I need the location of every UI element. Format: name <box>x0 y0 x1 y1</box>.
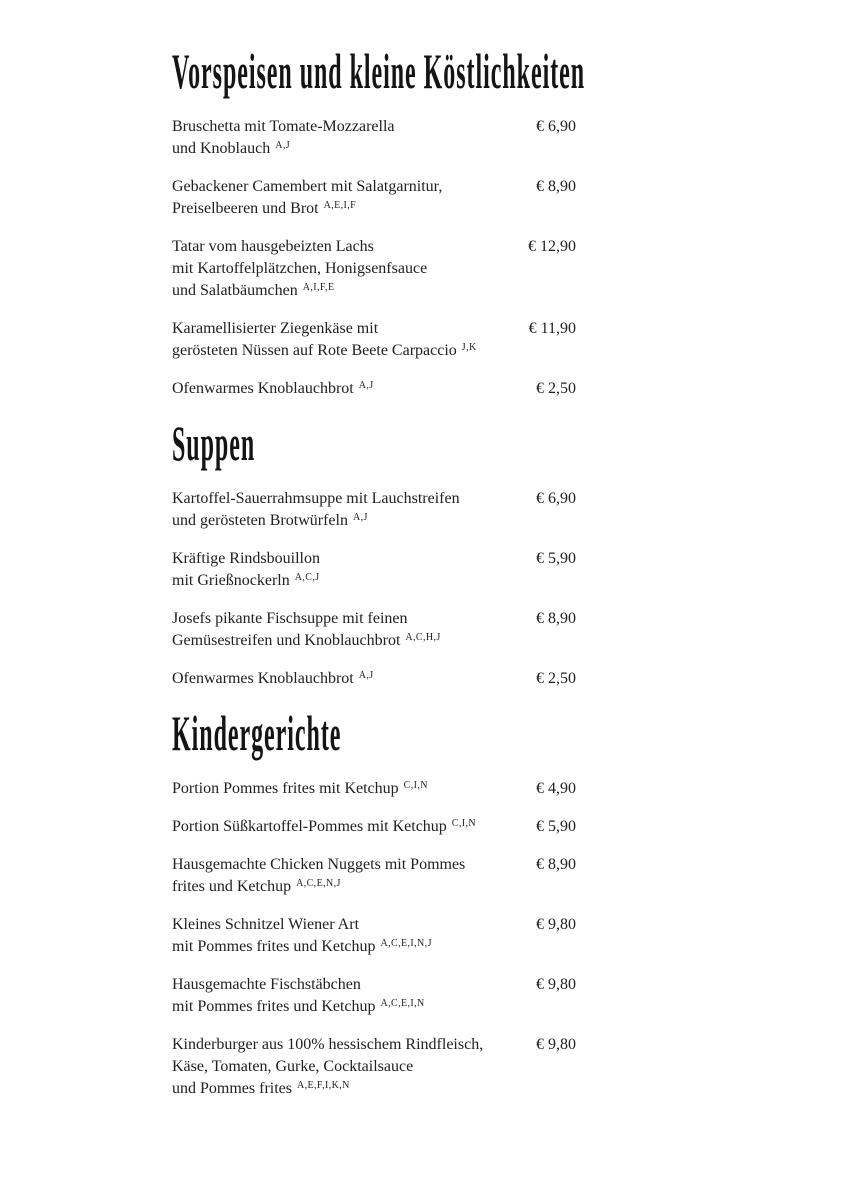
item-line <box>172 630 441 652</box>
allergen-codes: J,K <box>461 342 477 353</box>
item-line-text: Kartoffel-Sauerrahmsuppe mit Lauchstreifen <box>172 490 460 507</box>
item-price: € 8,90 <box>536 610 576 627</box>
section-items <box>172 488 576 690</box>
item-line-text: Portion Pommes frites mit Ketchup <box>172 780 399 797</box>
menu-item <box>172 1034 576 1100</box>
item-line-text: und Salatbäumchen <box>172 282 298 299</box>
item-line-text: Gemüsestreifen und Knoblauchbrot <box>172 632 401 649</box>
item-line-text: und Pommes frites <box>172 1080 292 1097</box>
item-description <box>172 974 425 1018</box>
item-line <box>172 914 432 936</box>
item-line-text: gerösteten Nüssen auf Rote Beete Carpaccio <box>172 342 457 359</box>
item-line-text: Ofenwarmes Knoblauchbrot <box>172 670 354 687</box>
item-line-text: Hausgemachte Fischstäbchen <box>172 976 361 993</box>
menu-item <box>172 548 576 592</box>
section-items <box>172 778 576 1100</box>
menu-item <box>172 318 576 362</box>
allergen-codes: C,I,N <box>403 780 428 791</box>
menu-item <box>172 816 576 838</box>
allergen-codes: A,E,I,F <box>323 200 357 211</box>
item-description <box>172 378 374 400</box>
allergen-codes: A,C,E,I,N <box>380 998 425 1009</box>
item-price: € 8,90 <box>536 178 576 195</box>
item-line-text: Bruschetta mit Tomate-Mozzarella <box>172 118 395 135</box>
item-line-text: Kräftige Rindsbouillon <box>172 550 320 567</box>
menu-item <box>172 974 576 1018</box>
allergen-codes: A,J <box>358 670 374 681</box>
item-price: € 11,90 <box>528 320 576 337</box>
allergen-codes: C,I,N <box>451 818 477 829</box>
item-description <box>172 668 374 690</box>
item-line <box>172 116 395 138</box>
item-description <box>172 236 427 302</box>
item-line <box>172 258 427 280</box>
item-line-text: Kleines Schnitzel Wiener Art <box>172 916 360 933</box>
allergen-codes: A,C,J <box>294 572 320 583</box>
allergen-codes: A,E,F,I,K,N <box>297 1080 350 1091</box>
item-price: € 2,50 <box>536 670 576 687</box>
item-price: € 2,50 <box>536 380 576 397</box>
item-price: € 9,80 <box>536 916 576 933</box>
item-price: € 12,90 <box>528 238 576 255</box>
item-description <box>172 1034 483 1100</box>
menu-section <box>172 43 586 400</box>
item-description <box>172 816 476 838</box>
item-line <box>172 876 465 898</box>
item-line-text: und gerösteten Brotwürfeln <box>172 512 348 529</box>
item-line-text: mit Grießnockerln <box>172 572 290 589</box>
item-line <box>172 138 395 160</box>
item-line-text: Kinderburger aus 100% hessischem Rindfleisch, <box>172 1036 484 1053</box>
item-line <box>172 198 442 220</box>
item-line <box>172 936 432 958</box>
item-line-text: Portion Süßkartoffel-Pommes mit Ketchup <box>172 818 447 835</box>
item-description <box>172 778 428 800</box>
item-line <box>172 318 477 340</box>
item-description <box>172 914 432 958</box>
menu-item <box>172 116 576 160</box>
item-price: € 9,80 <box>536 1036 576 1053</box>
allergen-codes: A,I,F,E <box>302 282 335 293</box>
item-line-text: frites und Ketchup <box>172 878 292 895</box>
item-line <box>172 1078 483 1100</box>
item-line <box>172 854 465 876</box>
item-line <box>172 816 476 838</box>
item-price: € 8,90 <box>536 856 576 873</box>
item-price: € 5,90 <box>536 818 576 835</box>
allergen-codes: A,C,E,I,N,J <box>380 938 432 949</box>
item-line-text: Josefs pikante Fischsuppe mit feinen <box>172 610 408 627</box>
item-line <box>172 176 442 198</box>
menu-item <box>172 914 576 958</box>
menu-item <box>172 378 576 400</box>
item-price: € 5,90 <box>536 550 576 567</box>
item-line-text: mit Pommes frites und Ketchup <box>172 998 376 1015</box>
menu-section <box>172 705 576 1100</box>
section-items <box>172 116 576 400</box>
item-description <box>172 176 442 220</box>
menu-section <box>172 415 576 690</box>
menu-item <box>172 854 576 898</box>
item-line <box>172 668 374 690</box>
item-price: € 6,90 <box>536 118 576 135</box>
menu-item <box>172 488 576 532</box>
item-line-text: und Knoblauch <box>172 140 271 157</box>
item-line <box>172 974 425 996</box>
item-description <box>172 488 460 532</box>
menu-item <box>172 668 576 690</box>
item-line <box>172 996 425 1018</box>
item-line <box>172 1034 483 1056</box>
menu-item <box>172 176 576 220</box>
item-line <box>172 1056 483 1078</box>
item-price: € 6,90 <box>536 490 576 507</box>
item-description <box>172 854 465 898</box>
item-line <box>172 280 427 302</box>
item-description <box>172 116 395 160</box>
allergen-codes: A,J <box>358 380 374 391</box>
item-description <box>172 318 477 362</box>
section-title: Vorspeisen und kleine Köstlichkeiten <box>172 43 586 99</box>
item-line <box>172 378 374 400</box>
item-line <box>172 510 460 532</box>
allergen-codes: A,J <box>275 140 291 151</box>
item-description <box>172 608 441 652</box>
item-line <box>172 570 320 592</box>
item-line-text: Gebackener Camembert mit Salatgarnitur, <box>172 178 443 195</box>
item-description <box>172 548 320 592</box>
item-line-text: Karamellisierter Ziegenkäse mit <box>172 320 379 337</box>
menu-item <box>172 778 576 800</box>
item-line-text: Preiselbeeren und Brot <box>172 200 319 217</box>
item-line <box>172 778 428 800</box>
item-line-text: mit Kartoffelplätzchen, Honigsenfsauce <box>172 260 428 277</box>
item-line-text: Käse, Tomaten, Gurke, Cocktailsauce <box>172 1058 414 1075</box>
item-line-text: Hausgemachte Chicken Nuggets mit Pommes <box>172 856 466 873</box>
allergen-codes: A,C,E,N,J <box>296 878 341 889</box>
menu-item <box>172 236 576 302</box>
item-line <box>172 488 460 510</box>
allergen-codes: A,J <box>352 512 368 523</box>
menu-item <box>172 608 576 652</box>
item-line <box>172 340 477 362</box>
item-line <box>172 608 441 630</box>
allergen-codes: A,C,H,J <box>405 632 441 643</box>
item-line-text: Tatar vom hausgebeizten Lachs <box>172 238 374 255</box>
section-title: Suppen <box>172 415 256 471</box>
item-line-text: Ofenwarmes Knoblauchbrot <box>172 380 354 397</box>
item-line-text: mit Pommes frites und Ketchup <box>172 938 376 955</box>
item-line <box>172 548 320 570</box>
section-title: Kindergerichte <box>172 705 342 761</box>
item-line <box>172 236 427 258</box>
item-price: € 4,90 <box>536 780 576 797</box>
item-price: € 9,80 <box>536 976 576 993</box>
